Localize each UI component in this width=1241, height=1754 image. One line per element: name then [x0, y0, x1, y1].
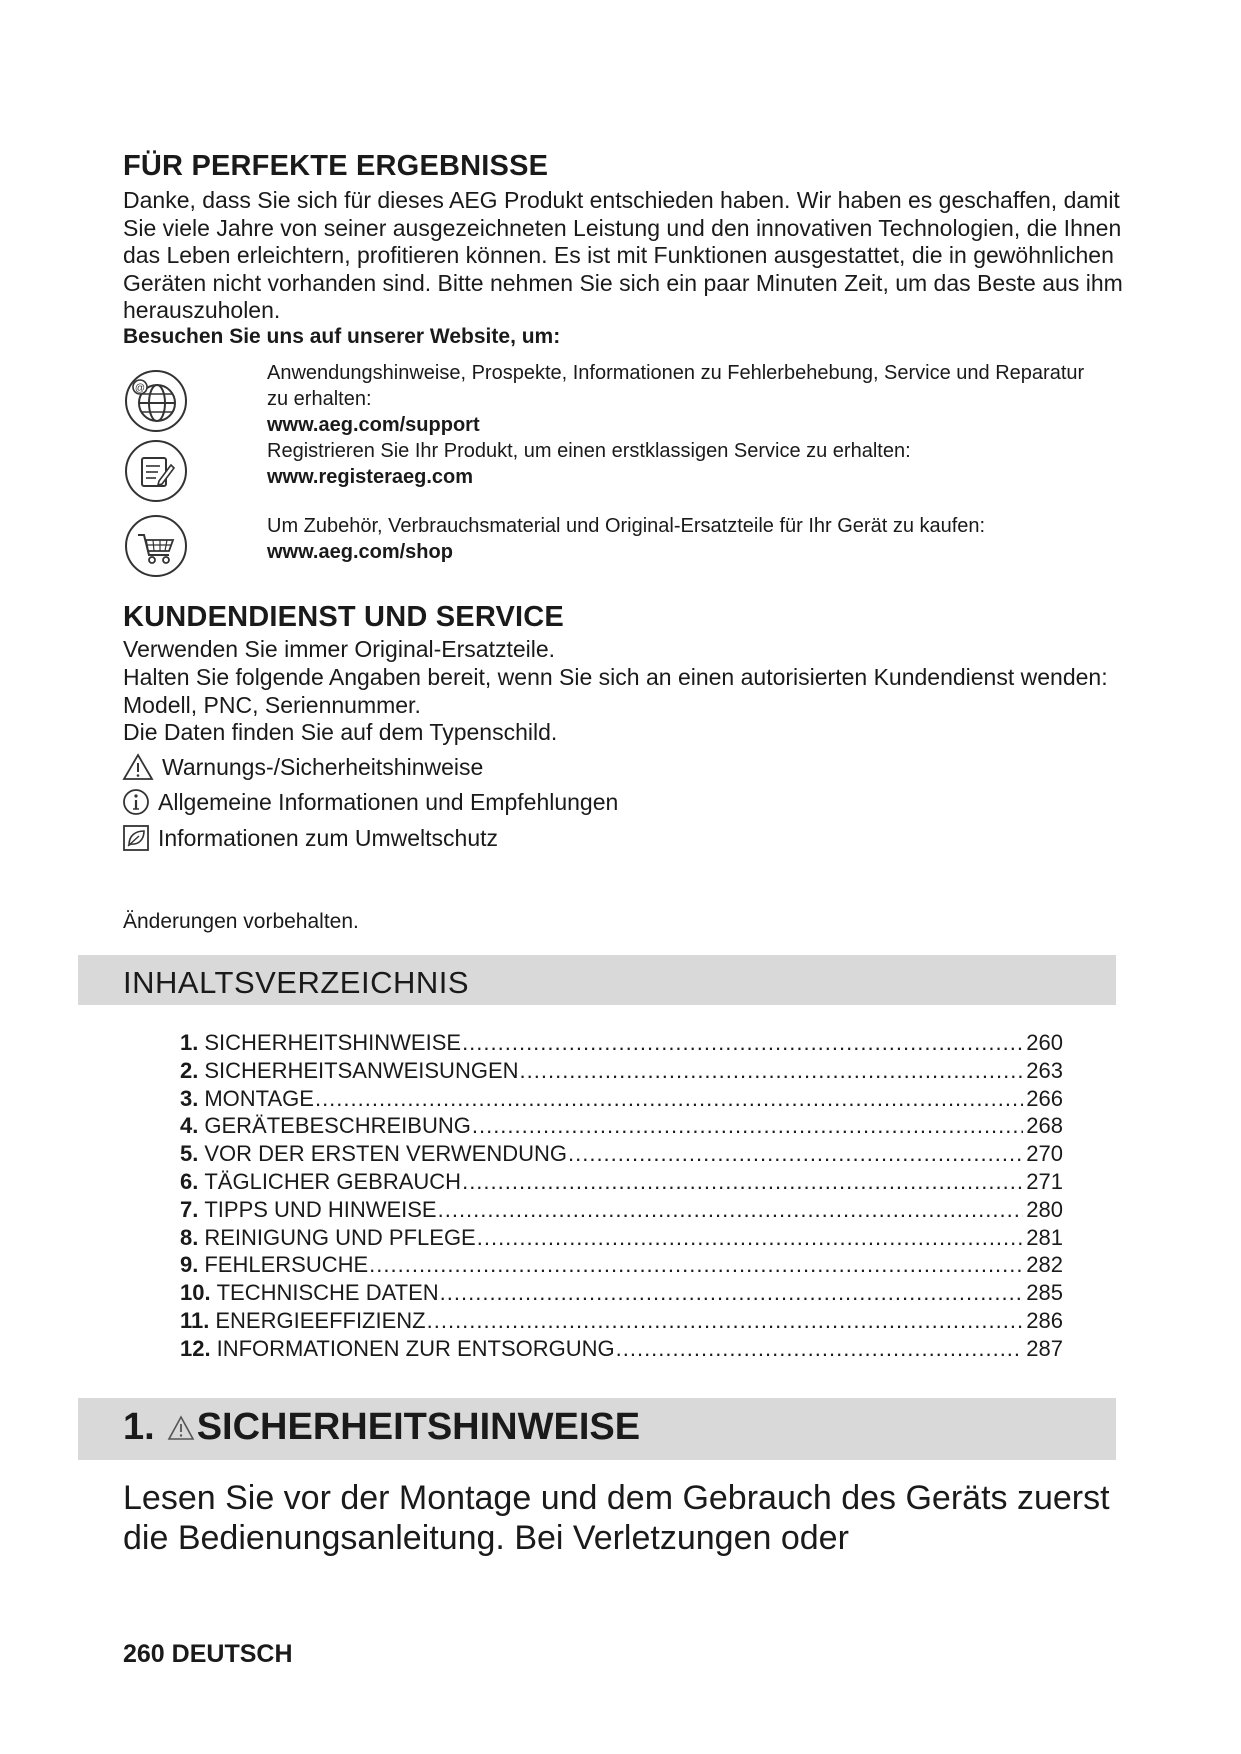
- toc-number: 9.: [180, 1252, 199, 1278]
- service-line: Die Daten finden Sie auf dem Typenschild.: [123, 719, 558, 745]
- toc-entry-title: MONTAGE: [204, 1085, 314, 1111]
- legend-label: Allgemeine Informationen und Empfehlungen: [158, 788, 619, 815]
- toc-title-bar: [78, 955, 1116, 1005]
- web-item-description: Registrieren Sie Ihr Produkt, um einen erstklassigen Service zu erhalten:: [267, 440, 911, 462]
- toc-number: 11.: [180, 1307, 210, 1333]
- shop-link[interactable]: www.aeg.com/shop: [267, 541, 453, 563]
- web-item-text: [267, 360, 1097, 438]
- table-of-contents: [180, 1030, 1063, 1364]
- toc-number: 8.: [180, 1224, 199, 1250]
- toc-number: 6.: [180, 1168, 199, 1194]
- toc-entry-title: ENERGIEEFFIZIENZ: [215, 1307, 426, 1333]
- toc-entry[interactable]: [180, 1030, 1063, 1058]
- toc-page: 270: [1026, 1141, 1063, 1167]
- toc-entry[interactable]: [180, 1086, 1063, 1114]
- toc-entry-title: TÄGLICHER GEBRAUCH: [204, 1168, 462, 1194]
- toc-leader: [369, 1252, 1023, 1278]
- service-line: Verwenden Sie immer Original-Ersatzteile.: [123, 636, 556, 662]
- toc-page: 282: [1026, 1252, 1063, 1278]
- toc-page: 260: [1026, 1030, 1063, 1055]
- toc-entry-title: TECHNISCHE DATEN: [216, 1280, 439, 1306]
- toc-leader: [520, 1058, 1024, 1084]
- toc-entry[interactable]: [180, 1169, 1063, 1197]
- toc-leader: [462, 1030, 1023, 1056]
- toc-page: 271: [1026, 1168, 1063, 1194]
- chapter-title: [123, 1406, 640, 1449]
- page-footer: 260 DEUTSCH: [123, 1640, 293, 1668]
- legend-environment: [122, 822, 498, 854]
- toc-entry[interactable]: [180, 1252, 1063, 1280]
- service-heading: KUNDENDIENST UND SERVICE: [123, 601, 564, 633]
- toc-leader: [438, 1197, 1024, 1223]
- changes-note: Änderungen vorbehalten.: [123, 910, 359, 933]
- service-line: Halten Sie folgende Angaben bereit, wenn Sie sich an einen autorisierten Kundendienst wenden: Modell, PNC, Seriennummer.: [123, 664, 1108, 718]
- warning-icon: [167, 1415, 195, 1441]
- toc-page: 281: [1026, 1224, 1063, 1250]
- results-heading: FÜR PERFEKTE ERGEBNISSE: [123, 150, 549, 182]
- toc-leader: [616, 1336, 1024, 1362]
- legend-warning: [122, 751, 483, 783]
- toc-entry[interactable]: [180, 1280, 1063, 1308]
- register-icon: [123, 438, 189, 504]
- toc-number: 4.: [180, 1113, 199, 1139]
- toc-entry[interactable]: [180, 1141, 1063, 1169]
- chapter-number: 1.: [123, 1406, 155, 1448]
- chapter-title-text: SICHERHEITSHINWEISE: [196, 1406, 641, 1448]
- legend-label: Warnungs-/Sicherheitshinweise: [162, 753, 484, 780]
- support-link[interactable]: www.aeg.com/support: [267, 414, 480, 436]
- toc-leader: [568, 1141, 1023, 1167]
- toc-page: 285: [1026, 1280, 1063, 1306]
- shopping-cart-icon: [123, 513, 189, 579]
- chapter-title-bar: [78, 1398, 1116, 1460]
- toc-number: 2.: [180, 1057, 199, 1083]
- toc-number: 3.: [180, 1085, 199, 1111]
- web-item-text: [267, 438, 1097, 490]
- toc-number: 10.: [180, 1280, 211, 1306]
- toc-page: 263: [1026, 1057, 1063, 1083]
- toc-entry-title: GERÄTEBESCHREIBUNG: [204, 1113, 471, 1139]
- toc-page: 280: [1026, 1196, 1063, 1222]
- toc-entry[interactable]: [180, 1225, 1063, 1253]
- toc-entry[interactable]: [180, 1336, 1063, 1364]
- legend-label: Informationen zum Umweltschutz: [158, 824, 499, 851]
- toc-entry-title: REINIGUNG UND PFLEGE: [204, 1224, 476, 1250]
- web-item-text: [267, 513, 1097, 565]
- toc-entry-title: TIPPS UND HINWEISE: [204, 1196, 437, 1222]
- toc-entry-title: SICHERHEITSANWEISUNGEN: [204, 1057, 519, 1083]
- toc-page: 266: [1026, 1085, 1063, 1111]
- toc-entry[interactable]: [180, 1197, 1063, 1225]
- register-link[interactable]: www.registeraeg.com: [267, 466, 473, 488]
- warning-icon: [122, 753, 154, 781]
- toc-title: INHALTSVERZEICHNIS: [123, 965, 470, 1000]
- toc-entry-title: INFORMATIONEN ZUR ENTSORGUNG: [216, 1335, 615, 1361]
- info-icon: [122, 788, 150, 816]
- toc-number: 1.: [180, 1030, 199, 1055]
- toc-number: 5.: [180, 1141, 199, 1167]
- toc-number: 7.: [180, 1196, 199, 1222]
- toc-entry-title: VOR DER ERSTEN VERWENDUNG: [204, 1141, 567, 1167]
- visit-heading: Besuchen Sie uns auf unserer Website, um:: [123, 325, 561, 348]
- svg-text:@: @: [134, 383, 146, 394]
- toc-page: 286: [1026, 1307, 1063, 1333]
- toc-leader: [462, 1169, 1023, 1195]
- toc-leader: [315, 1086, 1023, 1112]
- legend-info: [122, 786, 618, 818]
- toc-leader: [427, 1308, 1024, 1334]
- toc-entry-title: SICHERHEITSHINWEISE: [204, 1030, 462, 1055]
- web-item-description: Um Zubehör, Verbrauchsmaterial und Original-Ersatzteile für Ihr Gerät zu kaufen:: [267, 515, 986, 537]
- toc-entry-title: FEHLERSUCHE: [204, 1252, 369, 1278]
- toc-leader: [440, 1280, 1024, 1306]
- toc-leader: [477, 1225, 1024, 1251]
- toc-page: 287: [1026, 1335, 1063, 1361]
- toc-entry[interactable]: [180, 1058, 1063, 1086]
- toc-entry[interactable]: [180, 1113, 1063, 1141]
- results-intro: Danke, dass Sie sich für dieses AEG Produkt entschieden haben. Wir haben es geschaffen, damit Sie viele Jahre von seiner ausgezeichneten Leistung und den innovativen Technologien, die Ihnen das Leben erleichtern, profitieren können. Es ist mit Funktionen ausgestattet, die in gewöhnlichen Geräten nicht vorhanden sind. Bitte nehmen Sie sich ein paar Minuten Zeit, um das Beste aus ihm herauszuholen.: [123, 187, 1123, 323]
- globe-icon: [123, 368, 189, 434]
- toc-leader: [472, 1113, 1023, 1139]
- web-item-description: Anwendungshinweise, Prospekte, Informationen zu Fehlerbehebung, Service und Reparatur zu erhalten:: [267, 362, 1085, 410]
- chapter-intro: Lesen Sie vor der Montage und dem Gebrauch des Geräts zuerst die Bedienungsanleitung. Bei Verletzungen oder: [123, 1479, 1110, 1557]
- toc-number: 12.: [180, 1335, 211, 1361]
- toc-page: 268: [1026, 1113, 1063, 1139]
- toc-entry[interactable]: [180, 1308, 1063, 1336]
- environment-icon: [122, 824, 150, 852]
